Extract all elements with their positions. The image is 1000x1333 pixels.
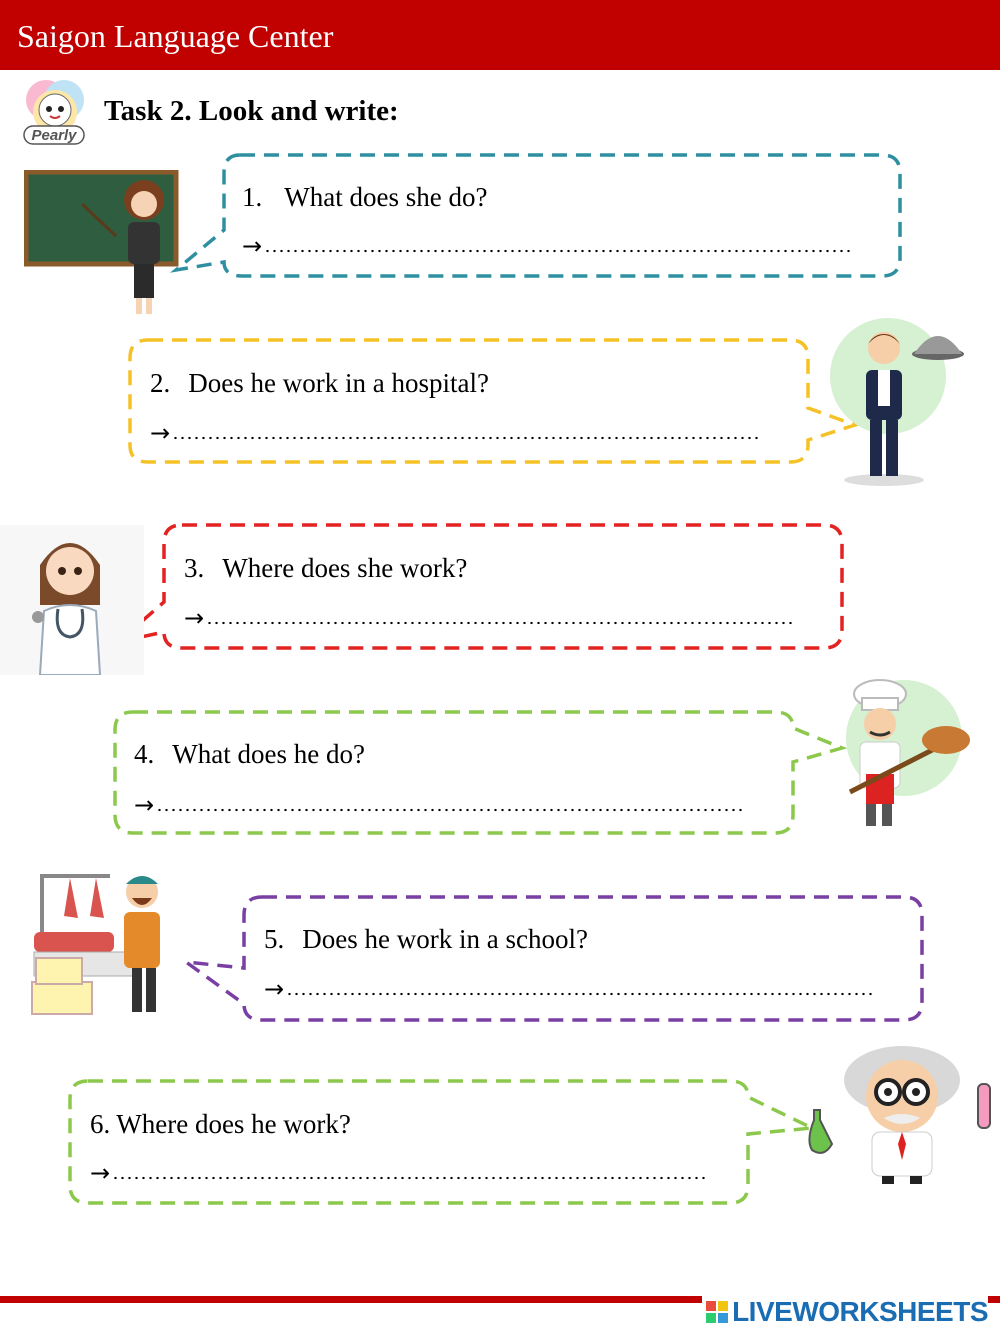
arrow-icon: → — [242, 232, 263, 260]
answer-line-4[interactable] — [134, 791, 746, 819]
arrow-icon: → — [150, 419, 171, 447]
answer-line-2[interactable] — [150, 419, 762, 447]
doctor-icon — [0, 525, 144, 675]
liveworksheets-blocks-icon — [706, 1301, 728, 1323]
question-2: 2. Does he work in a hospital? — [150, 368, 489, 398]
arrow-icon: → — [264, 975, 285, 1003]
liveworksheets-logo[interactable] — [702, 1296, 988, 1328]
answer-dots — [286, 991, 876, 997]
scientist-icon — [806, 1040, 996, 1190]
question-3: 3. Where does she work? — [184, 553, 468, 583]
arrow-icon: → — [90, 1159, 111, 1187]
answer-line-3[interactable] — [184, 604, 796, 632]
header-title: Saigon Language Center — [17, 18, 334, 54]
answer-dots — [206, 620, 796, 626]
butcher-icon — [20, 868, 182, 1020]
answer-line-6[interactable] — [90, 1159, 706, 1187]
arrow-icon: → — [134, 791, 155, 819]
question-5: 5. Does he work in a school? — [264, 924, 588, 954]
answer-dots — [264, 248, 854, 254]
answer-line-1[interactable] — [242, 232, 854, 260]
waiter-icon — [828, 316, 968, 488]
baker-icon — [840, 678, 975, 836]
answer-dots — [172, 435, 762, 441]
question-1: 1. What does she do? — [242, 182, 488, 212]
arrow-icon: → — [184, 604, 205, 632]
liveworksheets-text: LIVEWORKSHEETS — [732, 1296, 988, 1327]
question-4: 4. What does he do? — [134, 739, 365, 769]
question-6: 6. Where does he work? — [90, 1109, 351, 1139]
task-title: Task 2. Look and write: — [104, 95, 399, 127]
answer-dots — [112, 1175, 706, 1181]
answer-line-5[interactable] — [264, 975, 876, 1003]
logo-text: Pearly — [31, 127, 77, 144]
teacher-icon — [24, 170, 184, 318]
answer-dots — [156, 807, 746, 813]
